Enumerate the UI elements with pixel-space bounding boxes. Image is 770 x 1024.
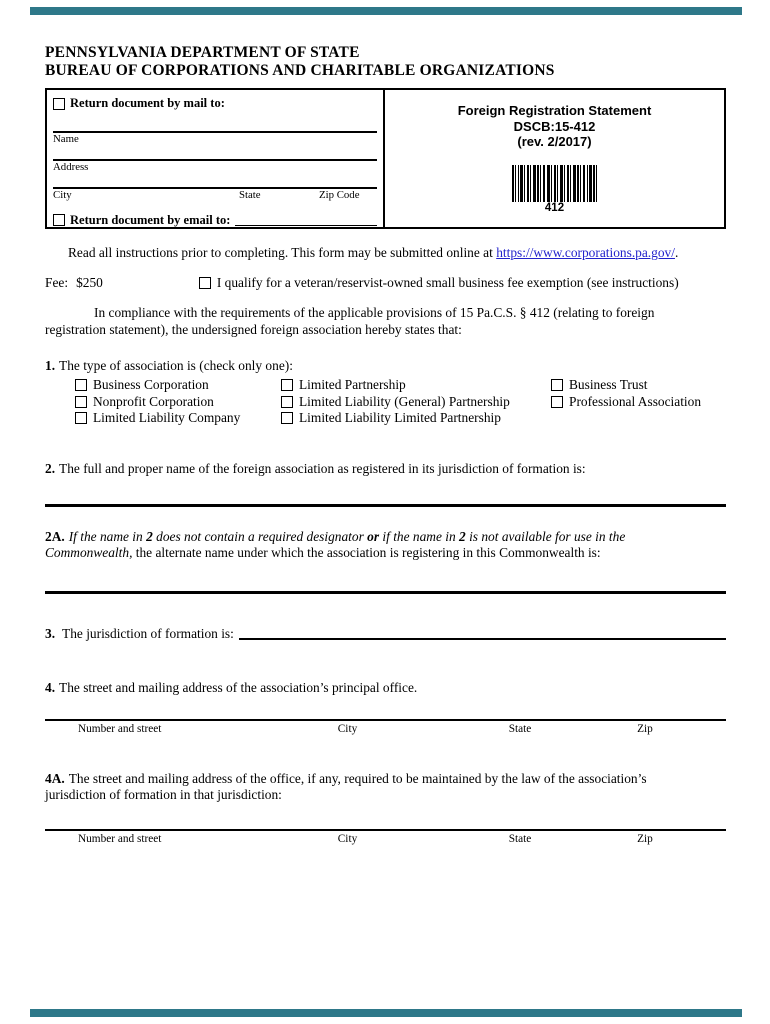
item1-label: The type of association is (check only one):	[59, 358, 293, 373]
item4-label: The street and mailing address of the association’s principal office.	[59, 679, 418, 695]
llgp-label: Limited Liability (General) Partnership	[299, 393, 510, 409]
form-title-line1: Foreign Registration Statement	[457, 103, 652, 118]
item2a-seg2: 2	[146, 528, 153, 544]
option-column-2	[281, 377, 551, 427]
item2a-seg3: does not contain a required designator	[152, 528, 368, 544]
business-trust-checkbox[interactable]	[551, 379, 563, 391]
item2a-seg7: is not available for use in the	[465, 528, 626, 544]
fee-exemption-checkbox[interactable]	[199, 277, 211, 289]
address-label: Address	[53, 161, 89, 173]
item2a-line1	[45, 529, 726, 545]
fee-row	[45, 275, 726, 291]
bottom-accent-bar	[30, 1009, 742, 1017]
option-business-trust	[551, 377, 726, 394]
item2a-seg8: Commonwealth,	[45, 544, 133, 560]
option-professional-association	[551, 394, 726, 411]
option-column-1	[75, 377, 281, 427]
item4a-address-labels	[45, 833, 726, 845]
item2a-number: 2A.	[45, 528, 65, 544]
limited-partnership-label: Limited Partnership	[299, 377, 406, 393]
return-document-panel	[47, 90, 385, 227]
item2a-seg1: If the name in	[68, 528, 147, 544]
corporations-link[interactable]: https://www.corporations.pa.gov/	[496, 245, 675, 260]
item4a-number: 4A.	[45, 770, 65, 786]
item3-label: The jurisdiction of formation is:	[62, 625, 234, 641]
association-type-options	[75, 377, 726, 427]
instructions-text: Read all instructions prior to completing. This form may be submitted online at	[68, 245, 497, 260]
nonprofit-corporation-label: Nonprofit Corporation	[93, 393, 214, 409]
top-accent-bar	[30, 7, 742, 15]
item1-heading	[45, 357, 726, 374]
option-column-3	[551, 377, 726, 427]
nonprofit-corporation-checkbox[interactable]	[75, 396, 87, 408]
item4-number: 4.	[45, 679, 56, 695]
item4-address-line[interactable]	[45, 719, 726, 721]
department-title: PENNSYLVANIA DEPARTMENT OF STATE	[45, 44, 360, 61]
item4a-state-label: State	[508, 832, 532, 845]
barcode-412	[512, 165, 598, 202]
item4a-zip-label: Zip	[637, 832, 653, 845]
return-by-email-row	[53, 213, 377, 228]
option-business-corporation	[75, 377, 281, 394]
instructions-period: .	[674, 245, 679, 260]
option-lllp	[281, 410, 551, 427]
item4-zip-label: Zip	[637, 722, 653, 735]
return-by-mail-row	[53, 96, 377, 111]
compliance-paragraph	[45, 305, 726, 338]
option-llgp	[281, 394, 551, 411]
zip-code-label: Zip Code	[319, 189, 360, 201]
item2-answer-line[interactable]	[45, 504, 726, 507]
item2-number: 2.	[45, 460, 56, 476]
barcode-number: 412	[544, 201, 565, 214]
fee-exemption-label: I qualify for a veteran/reservist-owned small business fee exemption (see instructions)	[216, 275, 679, 290]
item4-address-labels	[45, 723, 726, 735]
item4a-line1	[45, 771, 726, 787]
lllp-label: Limited Liability Limited Partnership	[299, 410, 501, 426]
option-limited-partnership	[281, 377, 551, 394]
option-nonprofit-corporation	[75, 394, 281, 411]
instructions-line	[68, 245, 726, 261]
business-corporation-checkbox[interactable]	[75, 379, 87, 391]
item2a-paragraph	[45, 529, 726, 561]
return-by-mail-checkbox[interactable]	[53, 98, 65, 110]
item2a-seg9: the alternate name under which the association is registering in this Commonwealth is:	[132, 544, 601, 560]
item2a-line2	[45, 545, 726, 561]
item4-state-label: State	[508, 722, 532, 735]
professional-association-label: Professional Association	[569, 393, 702, 409]
return-document-box	[45, 88, 726, 229]
limited-partnership-checkbox[interactable]	[281, 379, 293, 391]
item2a-seg5: if the name in	[379, 528, 460, 544]
limited-liability-company-checkbox[interactable]	[75, 412, 87, 424]
item2-label: The full and proper name of the foreign association as registered in its jurisdiction of formation is:	[59, 460, 586, 476]
item2a-seg6: 2	[459, 528, 466, 544]
item4a-heading	[45, 771, 726, 803]
item3-row	[45, 625, 726, 642]
item2a-seg4: or	[367, 528, 380, 544]
page-header	[45, 44, 726, 80]
return-by-email-label: Return document by email to:	[70, 213, 231, 227]
item3-answer-line[interactable]	[239, 638, 726, 640]
form-title-panel	[385, 90, 724, 227]
item3-number: 3.	[45, 625, 56, 641]
limited-liability-company-label: Limited Liability Company	[93, 410, 241, 426]
form-title	[385, 103, 724, 150]
item2-heading	[45, 460, 726, 477]
item4a-address-line[interactable]	[45, 829, 726, 831]
city-state-zip-labels	[53, 189, 377, 202]
return-by-mail-label: Return document by mail to:	[70, 96, 225, 110]
business-corporation-label: Business Corporation	[93, 377, 209, 393]
professional-association-checkbox[interactable]	[551, 396, 563, 408]
form-title-line3: (rev. 2/2017)	[517, 134, 592, 149]
compliance-line2: registration statement), the undersigned foreign association hereby states that:	[45, 321, 462, 337]
fee-label: Fee:	[45, 275, 69, 290]
option-limited-liability-company	[75, 410, 281, 427]
item4a-street-label: Number and street	[78, 832, 162, 845]
state-label: State	[239, 189, 261, 201]
business-trust-label: Business Trust	[569, 377, 648, 393]
item4-city-label: City	[337, 722, 358, 735]
compliance-line1: In compliance with the requirements of the applicable provisions of 15 Pa.C.S. § 412 (relating to foreign	[94, 305, 655, 320]
bureau-title: BUREAU OF CORPORATIONS AND CHARITABLE ORGANIZATIONS	[45, 62, 555, 79]
lllp-checkbox[interactable]	[281, 412, 293, 424]
name-label: Name	[53, 133, 79, 145]
item4-heading	[45, 679, 726, 696]
item4a-text2: jurisdiction of formation in that jurisdiction:	[45, 786, 282, 802]
fee-amount: $250	[76, 275, 103, 290]
form-title-line2: DSCB:15-412	[513, 118, 596, 134]
item1-number: 1.	[45, 358, 56, 373]
item4a-text1: The street and mailing address of the office, if any, required to be maintained by the law of the association’s	[68, 770, 647, 786]
item2a-answer-line[interactable]	[45, 591, 726, 594]
item4-street-label: Number and street	[78, 722, 162, 735]
return-by-email-checkbox[interactable]	[53, 214, 65, 226]
city-label: City	[53, 189, 72, 201]
item4a-city-label: City	[337, 832, 358, 845]
email-field-line[interactable]	[235, 225, 377, 226]
llgp-checkbox[interactable]	[281, 396, 293, 408]
